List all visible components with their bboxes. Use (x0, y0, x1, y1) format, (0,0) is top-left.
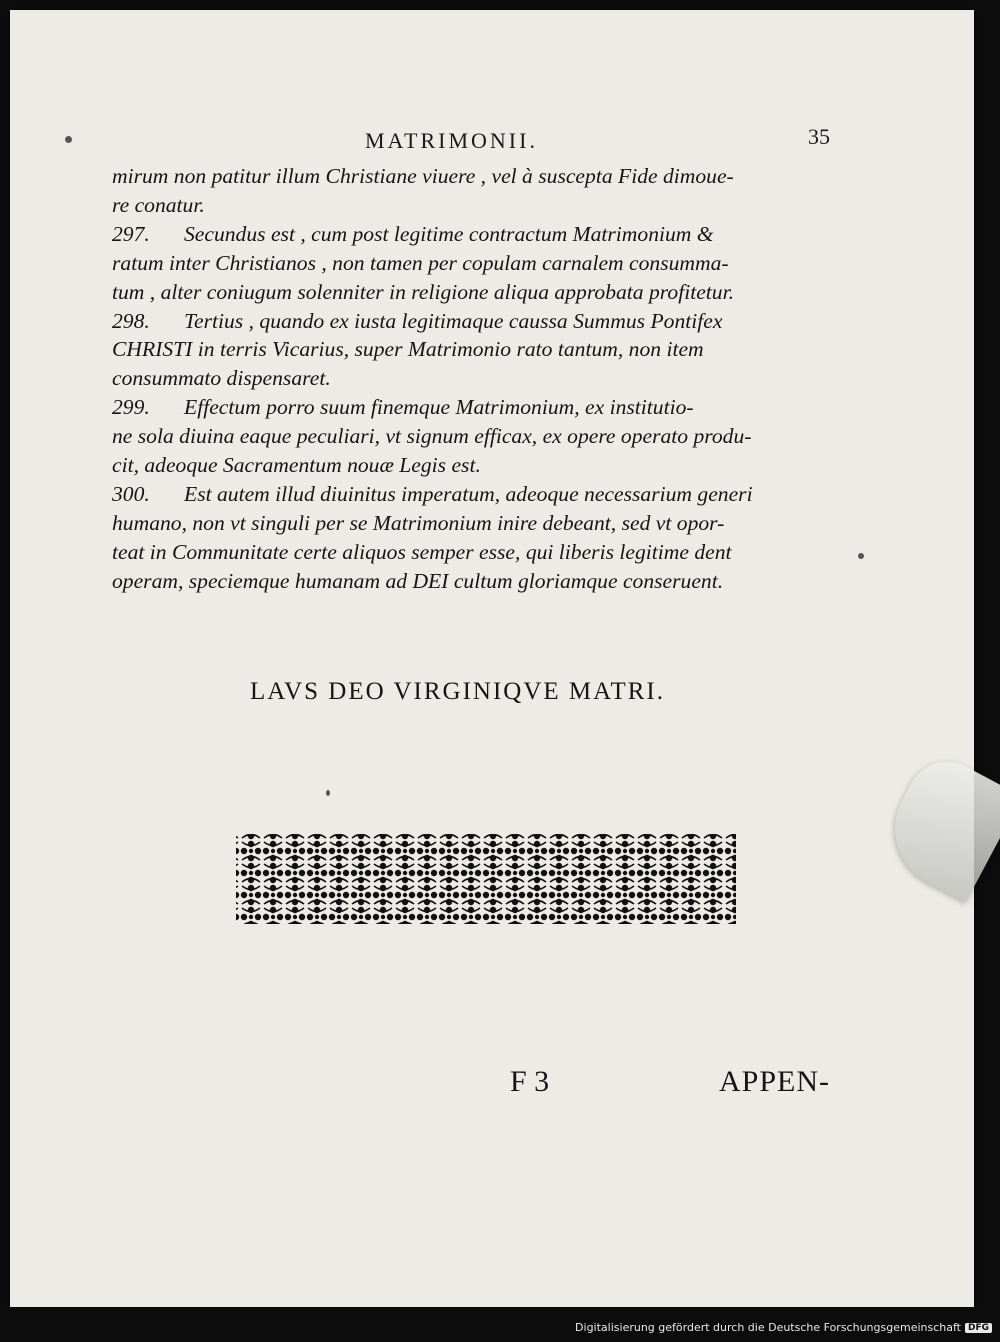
text-line: teat in Communitate certe aliquos semper esse, qui liberis legitime dent (112, 539, 732, 564)
fleuron-ornament (218, 818, 753, 938)
running-title: MATRIMONII. (365, 128, 538, 153)
closing-line: LAVS DEO VIRGINIQVE MATRI. (250, 678, 665, 705)
text-line: Tertius , quando ex iusta legitimaque caussa Summus Pontifex (184, 308, 723, 333)
text-line: re conatur. (112, 192, 205, 217)
ink-spot (326, 790, 330, 796)
page-number: 35 (808, 124, 830, 149)
numbered-paragraph-line (112, 393, 830, 422)
funding-credit: Digitalisierung gefördert durch die Deutsche Forschungsgemeinschaft (575, 1321, 961, 1334)
text-line: consummato dispensaret. (112, 366, 331, 391)
text-line: Effectum porro suum finemque Matrimonium, ex institutio- (184, 395, 694, 420)
numbered-paragraph-line (112, 220, 830, 249)
dfg-logo: DFG (965, 1323, 992, 1333)
digitization-footer (575, 1321, 992, 1334)
text-line: ratum inter Christianos , non tamen per copulam carnalem consumma- (112, 250, 729, 275)
signature-mark: F 3 (510, 1065, 550, 1098)
catchline (110, 1065, 830, 1105)
text-line: ne sola diuina eaque peculiari, vt signum efficax, ex opere operato produ- (112, 424, 752, 449)
paragraph-number: 297. (112, 221, 150, 246)
numbered-paragraph-line (112, 307, 830, 336)
page-header (110, 124, 830, 158)
book-page (10, 10, 974, 1307)
numbered-paragraph-line (112, 480, 830, 509)
text-line: operam, speciemque humanam ad DEI cultum gloriamque conseruent. (112, 568, 724, 593)
ink-spot (858, 553, 864, 559)
ink-spot (65, 136, 72, 143)
body-text (112, 162, 830, 596)
text-line: humano, non vt singuli per se Matrimonium inire debeant, sed vt opor- (112, 510, 725, 535)
paragraph-number: 298. (112, 308, 150, 333)
catchword: APPEN- (718, 1065, 830, 1098)
paragraph-number: 299. (112, 395, 150, 420)
text-line: Secundus est , cum post legitime contractum Matrimonium & (184, 221, 714, 246)
text-line: Est autem illud diuinitus imperatum, adeoque necessarium generi (184, 481, 753, 506)
text-line: CHRISTI in terris Vicarius, super Matrimonio rato tantum, non item (112, 337, 704, 362)
text-line: tum , alter coniugum solenniter in religione aliqua approbata profitetur. (112, 279, 734, 304)
text-line: cit, adeoque Sacramentum nouæ Legis est. (112, 453, 481, 478)
text-line: mirum non patitur illum Christiane viuere , vel à suscepta Fide dimoue- (112, 164, 734, 188)
paragraph-number: 300. (112, 481, 150, 506)
